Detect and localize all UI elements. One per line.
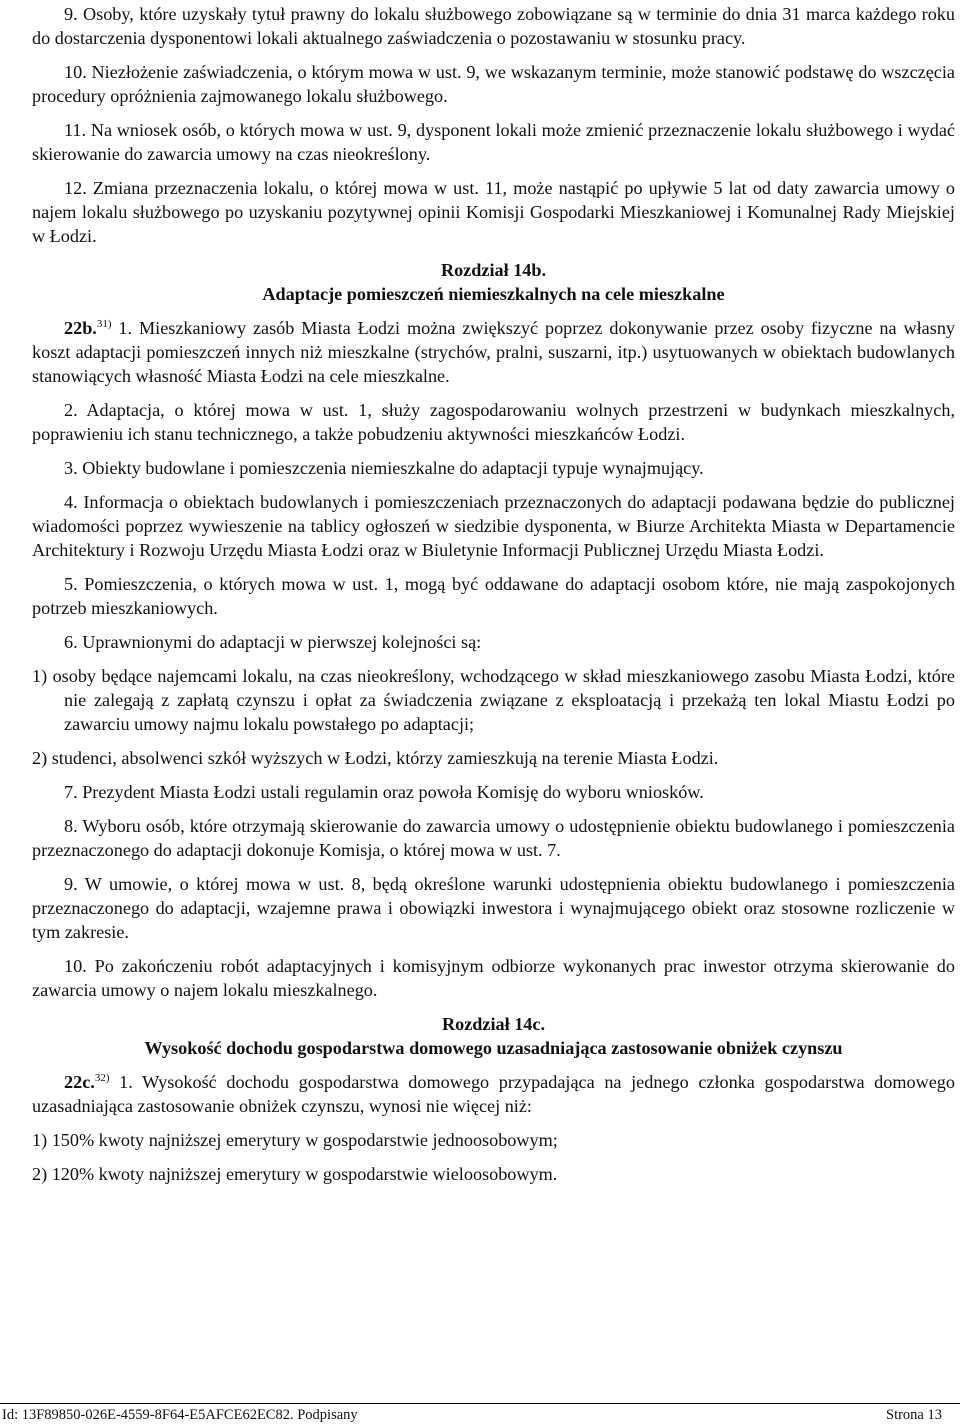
document-id: Id: 13F89850-026E-4559-8F64-E5AFCE62EC82. Podpisany: [2, 1407, 358, 1423]
footnote-ref-32[interactable]: 32): [94, 1071, 110, 1084]
chapter-14b-title: Adaptacje pomieszczeń niemieszkalnych na cele mieszkalne: [262, 284, 725, 304]
paragraph-ust-9: 9. Osoby, które uzyskały tytuł prawny do lokalu służbowego zobowiązane są w terminie do dnia 31 marca każdego roku do dostarczenia dysponentowi lokali aktualnego zaświadczenia o pozostawaniu w stosunku pracy.: [32, 4, 955, 48]
footnote-ref-31[interactable]: 31): [96, 317, 112, 330]
page-number: Strona 13: [886, 1407, 942, 1423]
article-22b-ust-3: 3. Obiekty budowlane i pomieszczenia niemieszkalne do adaptacji typuje wynajmujący.: [64, 458, 704, 478]
chapter-14b-heading: Rozdział 14b.: [440, 260, 547, 280]
page-footer: [0, 1403, 960, 1424]
paragraph-ust-11: 11. Na wniosek osób, o których mowa w ust. 9, dysponent lokali może zmienić przeznaczenie lokalu służbowego i wydać skierowanie do zawarcia umowy na czas nieokreślony.: [32, 120, 955, 164]
article-22b-ust-7: 7. Prezydent Miasta Łodzi ustali regulamin oraz powoła Komisję do wyboru wniosków.: [64, 782, 704, 802]
article-22b-text: 1. Mieszkaniowy zasób Miasta Łodzi można zwiększyć poprzez dokonywanie przez osoby fizyczne na własny koszt adaptacji pomieszczeń innych niż mieszkalne (strychów, pralni, suszarni, itp.) usytuowanych w obiektach budowlanych stanowiących własność Miasta Łodzi na cele mieszkalne.: [32, 318, 955, 386]
document-page: [32, 2, 955, 1196]
article-22b-ust-8: 8. Wyboru osób, które otrzymają skierowanie do zawarcia umowy o udostępnienie obiektu budowlanego i pomieszczenia przeznaczonego do adaptacji dokonuje Komisja, o której mowa w ust. 7.: [32, 816, 955, 860]
article-22c-text: 1. Wysokość dochodu gospodarstwa domowego przypadająca na jednego członka gospodarstwa domowego uzasadniająca zastosowanie obniżek czynszu, wynosi nie więcej niż:: [32, 1072, 955, 1116]
chapter-14c-title: Wysokość dochodu gospodarstwa domowego uzasadniająca zastosowanie obniżek czynszu: [144, 1038, 843, 1058]
list-item-2: 2) studenci, absolwenci szkół wyższych w Łodzi, którzy zamieszkują na terenie Miasta Łodzi.: [32, 748, 719, 768]
article-22b-number: 22b.: [64, 318, 97, 338]
list-item-120-percent: 2) 120% kwoty najniższej emerytury w gospodarstwie wieloosobowym.: [32, 1164, 558, 1184]
list-item-1: 1) osoby będące najemcami lokalu, na czas nieokreślony, wchodzącego w skład mieszkaniowego zasobu Miasta Łodzi, które nie zalegają z zapłatą czynszu i opłat za świadczenia związane z eksploatacją i przekażą ten lokal Miastu Łodzi po zawarciu umowy najmu lokalu powstałego po adaptacji;: [32, 666, 955, 734]
chapter-14c-heading: Rozdział 14c.: [441, 1014, 546, 1034]
article-22c-number: 22c.: [64, 1072, 95, 1092]
article-22b-ust-4: 4. Informacja o obiektach budowlanych i pomieszczeniach przeznaczonych do adaptacji podawana będzie do publicznej wiadomości poprzez wywieszenie na tablicy ogłoszeń w siedzibie dysponenta, w Biurze Architekta Miasta w Departamencie Architektury i Rozwoju Urzędu Miasta Łodzi oraz w Biuletynie Informacji Publicznej Urzędu Miasta Łodzi.: [32, 492, 955, 560]
article-22b-ust-2: 2. Adaptacja, o której mowa w ust. 1, służy zagospodarowaniu wolnych przestrzeni w budynkach mieszkalnych, poprawieniu ich stanu technicznego, a także pobudzeniu aktywności mieszkańców Łodzi.: [32, 400, 955, 444]
list-item-150-percent: 1) 150% kwoty najniższej emerytury w gospodarstwie jednoosobowym;: [32, 1130, 558, 1150]
article-22b-ust-10: 10. Po zakończeniu robót adaptacyjnych i komisyjnym odbiorze wykonanych prac inwestor otrzyma skierowanie do zawarcia umowy o najem lokalu mieszkalnego.: [32, 956, 955, 1000]
article-22b-ust-6: 6. Uprawnionymi do adaptacji w pierwszej kolejności są:: [64, 632, 482, 652]
article-22b-ust-5: 5. Pomieszczenia, o których mowa w ust. 1, mogą być oddawane do adaptacji osobom które, nie mają zaspokojonych potrzeb mieszkaniowych.: [32, 574, 955, 618]
article-22b-ust-9: 9. W umowie, o której mowa w ust. 8, będą określone warunki udostępnienia obiektu budowlanego i pomieszczenia przeznaczonego do adaptacji, wzajemne prawa i obowiązki inwestora i wynajmującego obiekt oraz stosowne rozliczenie w tym zakresie.: [32, 874, 955, 942]
article-22c-ust-1: [32, 1070, 955, 1118]
paragraph-ust-12: 12. Zmiana przeznaczenia lokalu, o której mowa w ust. 11, może nastąpić po upływie 5 lat od daty zawarcia umowy o najem lokalu służbowego po uzyskaniu pozytywnej opinii Komisji Gospodarki Mieszkaniowej i Komunalnej Rady Miejskiej w Łodzi.: [32, 178, 955, 246]
article-22b-ust-1: [32, 316, 955, 388]
paragraph-ust-10: 10. Niezłożenie zaświadczenia, o którym mowa w ust. 9, we wskazanym terminie, może stanowić podstawę do wszczęcia procedury opróżnienia zajmowanego lokalu służbowego.: [32, 62, 955, 106]
